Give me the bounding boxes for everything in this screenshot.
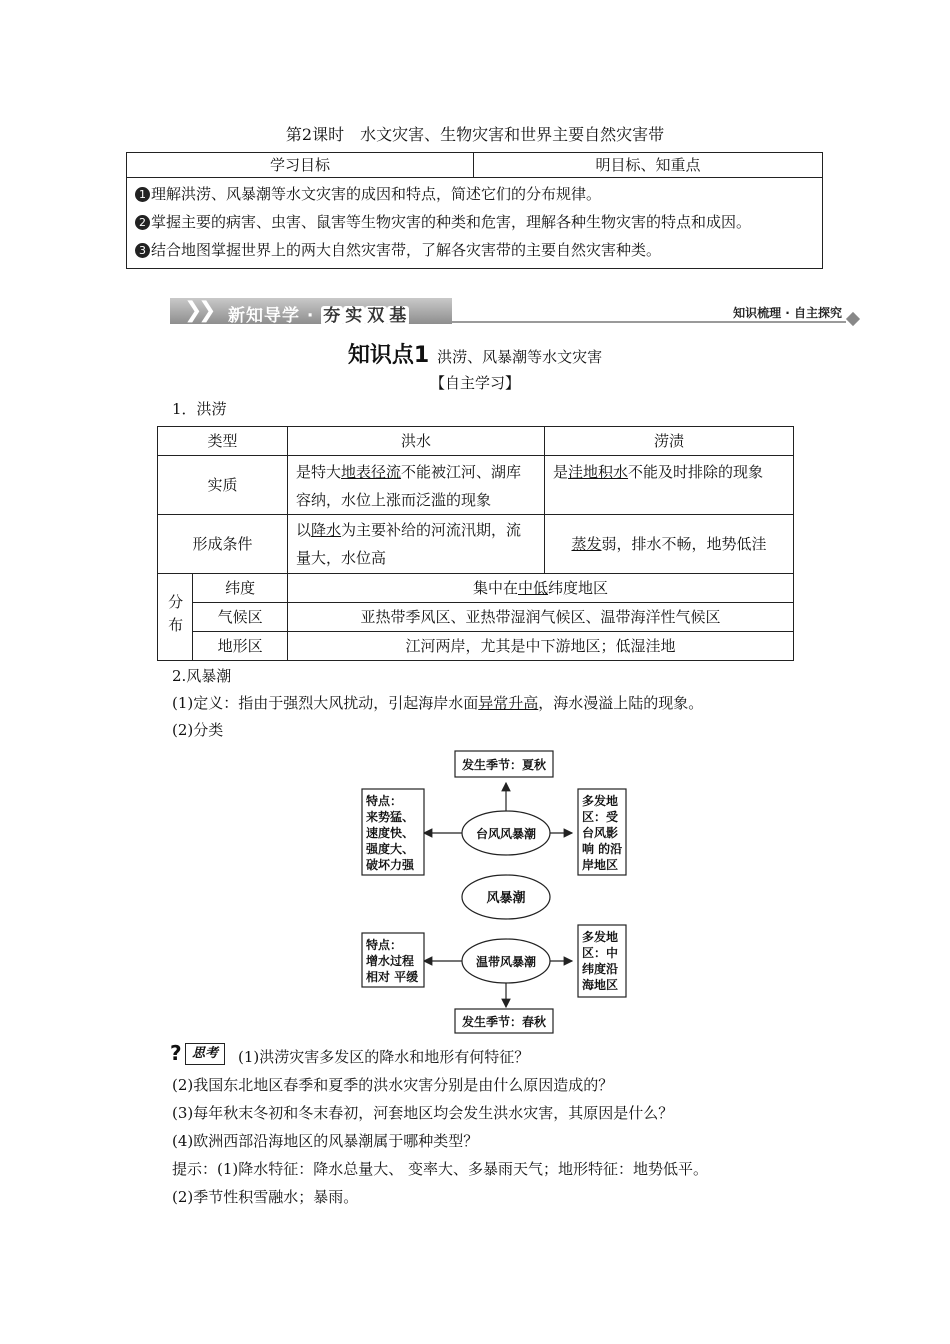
typhoon-area-line: 区：受 xyxy=(582,810,619,824)
temperate-area-line: 区：中 xyxy=(582,946,619,960)
header-flood: 洪水 xyxy=(288,427,545,456)
typhoon-feature-line: 特点： xyxy=(366,794,403,808)
think-question-1: (1)洪涝灾害多发区的降水和地形有何特征？ xyxy=(238,1048,530,1066)
temperate-label: 温带风暴潮 xyxy=(475,955,537,969)
temperate-feature-line: 增水过程 xyxy=(366,954,415,968)
climate-label: 气候区 xyxy=(193,603,288,632)
row-essence-label: 实质 xyxy=(158,456,288,515)
storm-surge-definition: (1)定义：指由于强烈大风扰动，引起海岸水面异常升高，海水漫溢上陆的现象。 xyxy=(172,694,704,712)
section-storm-surge-heading: 2.风暴潮 xyxy=(172,667,232,685)
season-bottom-text: 发生季节：春秋 xyxy=(461,1015,547,1029)
terrain-label: 地形区 xyxy=(193,632,288,661)
self-study-label: 【自主学习】 xyxy=(429,374,520,392)
think-question-4: (4)欧洲西部沿海地区的风暴潮属于哪种类型？ xyxy=(172,1132,479,1150)
typhoon-area-line: 岸地区 xyxy=(582,858,619,872)
typhoon-feature-line: 强度大、 xyxy=(366,842,415,856)
number-badge: 3 xyxy=(135,243,150,258)
section-banner xyxy=(170,298,860,326)
storm-surge-classify: (2)分类 xyxy=(172,721,224,739)
hint-2: (2)季节性积雪融水；暴雨。 xyxy=(172,1188,359,1206)
waterlog-condition: 蒸发弱，排水不畅，地势低洼 xyxy=(545,515,794,574)
number-badge: 2 xyxy=(135,215,150,230)
knowledge-point-title: 洪涝、风暴潮等水文灾害 xyxy=(437,348,603,366)
temperate-area-line: 纬度沿 xyxy=(582,962,619,976)
learning-goals-table xyxy=(126,152,823,269)
waterlog-essence: 是洼地积水不能及时排除的现象 xyxy=(545,456,794,515)
climate-value: 亚热带季风区、亚热带湿润气候区、温带海洋性气候区 xyxy=(288,603,794,632)
typhoon-feature-line: 速度快、 xyxy=(366,826,415,840)
chevron-right-icon: ❯ xyxy=(184,298,203,323)
knowledge-point-label: 知识点1 xyxy=(347,343,430,368)
knowledge-point-heading xyxy=(0,338,950,369)
typhoon-area-line: 响 的沿 xyxy=(582,842,623,856)
center-label: 风暴潮 xyxy=(486,891,526,906)
number-badge: 1 xyxy=(135,187,150,202)
think-question-2: (2)我国东北地区春季和夏季的洪水灾害分别是由什么原因造成的？ xyxy=(172,1076,614,1094)
banner-subtitle: 知识梳理 · 自主探究 xyxy=(733,306,842,320)
temperate-area-line: 多发地 xyxy=(582,930,619,944)
flood-essence: 是特大地表径流不能被江河、湖库容纳，水位上涨而泛滥的现象 xyxy=(288,456,545,515)
typhoon-area-line: 台风影 xyxy=(582,826,619,840)
temperate-feature-line: 特点： xyxy=(366,938,403,952)
goal-item: 3 结合地图掌握世界上的两大自然灾害带，了解各灾害带的主要自然灾害种类。 xyxy=(135,236,814,264)
hint-1: 提示：(1)降水特征：降水总量大、 变率大、多暴雨天气；地形特征：地势低平。 xyxy=(172,1160,709,1178)
goals-header-1: 学习目标 xyxy=(127,153,474,178)
storm-surge-diagram xyxy=(330,745,650,1035)
diamond-icon xyxy=(846,312,860,326)
lat-value: 集中在中低纬度地区 xyxy=(288,574,794,603)
terrain-value: 江河两岸，尤其是中下游地区；低湿洼地 xyxy=(288,632,794,661)
temperate-feature-line: 相对 平缓 xyxy=(366,970,419,984)
row-distribution-label: 分布 xyxy=(158,574,193,661)
typhoon-feature-line: 破坏力强 xyxy=(366,858,415,872)
goals-list xyxy=(127,178,823,269)
think-question-3: (3)每年秋末冬初和冬末春初，河套地区均会发生洪水灾害，其原因是什么？ xyxy=(172,1104,674,1122)
goal-item: 1 理解洪涝、风暴潮等水文灾害的成因和特点，简述它们的分布规律。 xyxy=(135,180,814,208)
typhoon-label: 台风风暴潮 xyxy=(475,827,537,841)
typhoon-feature-line: 来势猛、 xyxy=(366,810,415,824)
think-icon: ? 思考 xyxy=(170,1043,226,1065)
header-waterlog: 涝渍 xyxy=(545,427,794,456)
flood-condition: 以降水为主要补给的河流汛期，流量大，水位高 xyxy=(288,515,545,574)
temperate-area-line: 海地区 xyxy=(582,978,619,992)
goal-item: 2 掌握主要的病害、虫害、鼠害等生物灾害的种类和危害，理解各种生物灾害的特点和成因。 xyxy=(135,208,814,236)
flood-table xyxy=(157,426,794,661)
row-condition-label: 形成条件 xyxy=(158,515,288,574)
banner-rule xyxy=(452,321,846,323)
season-top-text: 发生季节：夏秋 xyxy=(461,758,547,772)
goals-header-2: 明目标、知重点 xyxy=(474,153,823,178)
header-type: 类型 xyxy=(158,427,288,456)
lat-label: 纬度 xyxy=(193,574,288,603)
chevron-right-icon: ❯ xyxy=(198,298,217,323)
page-title: 第2课时 水文灾害、生物灾害和世界主要自然灾害带 xyxy=(285,125,665,144)
typhoon-area-line: 多发地 xyxy=(582,794,619,808)
banner-title: 新知导学 · 夯 实 双 基 xyxy=(228,306,408,326)
section-flood-heading: 1．洪涝 xyxy=(172,400,227,418)
